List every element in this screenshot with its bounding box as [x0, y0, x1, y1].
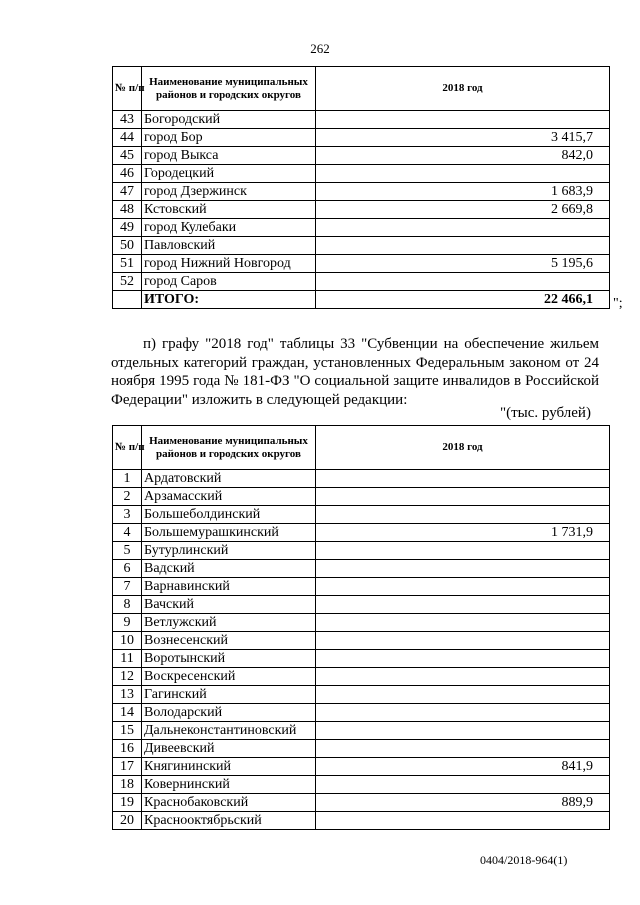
table-row — [113, 129, 610, 147]
row-value — [316, 578, 610, 596]
row-number: 50 — [113, 237, 142, 255]
row-name: Вадский — [142, 560, 316, 578]
row-name: Воротынский — [142, 650, 316, 668]
row-name: Краснооктябрьский — [142, 812, 316, 830]
row-name: город Кулебаки — [142, 219, 316, 237]
row-number: 16 — [113, 740, 142, 758]
row-name: Дивеевский — [142, 740, 316, 758]
row-number: 45 — [113, 147, 142, 165]
table-row — [113, 147, 610, 165]
row-value — [316, 542, 610, 560]
total-value: 22 466,1 — [316, 291, 610, 309]
row-value — [316, 488, 610, 506]
header-num: № п/п — [113, 67, 142, 111]
subsidy-table-1 — [112, 66, 610, 309]
row-number: 18 — [113, 776, 142, 794]
row-value: 1 731,9 — [316, 524, 610, 542]
row-name: Арзамасский — [142, 488, 316, 506]
row-name: Княгининский — [142, 758, 316, 776]
row-name: Кстовский — [142, 201, 316, 219]
row-name: город Нижний Новгород — [142, 255, 316, 273]
row-number: 2 — [113, 488, 142, 506]
row-name: Ардатовский — [142, 470, 316, 488]
row-name: Воскресенский — [142, 668, 316, 686]
table-row — [113, 524, 610, 542]
row-value — [316, 614, 610, 632]
row-value — [316, 237, 610, 255]
row-number: 20 — [113, 812, 142, 830]
row-name: Бутурлинский — [142, 542, 316, 560]
table-row — [113, 560, 610, 578]
total-num-cell — [113, 291, 142, 309]
row-number: 46 — [113, 165, 142, 183]
row-number: 12 — [113, 668, 142, 686]
row-value — [316, 219, 610, 237]
page-number: 262 — [310, 41, 330, 56]
row-number: 49 — [113, 219, 142, 237]
table-row — [113, 111, 610, 129]
header-name: Наименование муниципальных районов и городских округов — [142, 426, 316, 470]
row-value: 1 683,9 — [316, 183, 610, 201]
table-row — [113, 201, 610, 219]
table-row — [113, 542, 610, 560]
row-name: Павловский — [142, 237, 316, 255]
closing-quote-mark: "; — [613, 296, 623, 311]
row-number: 7 — [113, 578, 142, 596]
table-row — [113, 794, 610, 812]
row-value — [316, 111, 610, 129]
row-name: Ковернинский — [142, 776, 316, 794]
row-number: 43 — [113, 111, 142, 129]
table-row — [113, 614, 610, 632]
table-row — [113, 506, 610, 524]
row-name: Гагинский — [142, 686, 316, 704]
table-row — [113, 632, 610, 650]
row-number: 51 — [113, 255, 142, 273]
document-code: 0404/2018-964(1) — [480, 853, 568, 867]
table-row — [113, 255, 610, 273]
row-name: Володарский — [142, 704, 316, 722]
row-value — [316, 740, 610, 758]
row-name: город Дзержинск — [142, 183, 316, 201]
row-value — [316, 650, 610, 668]
table-row — [113, 686, 610, 704]
row-name: город Выкса — [142, 147, 316, 165]
row-number: 47 — [113, 183, 142, 201]
row-name: Большеболдинский — [142, 506, 316, 524]
header-year: 2018 год — [316, 426, 610, 470]
header-year: 2018 год — [316, 67, 610, 111]
table-row — [113, 776, 610, 794]
row-name: Краснобаковский — [142, 794, 316, 812]
row-value — [316, 506, 610, 524]
row-number: 19 — [113, 794, 142, 812]
subsidy-table-2 — [112, 425, 610, 830]
row-number: 9 — [113, 614, 142, 632]
table-row — [113, 273, 610, 291]
table-row — [113, 237, 610, 255]
table-row — [113, 758, 610, 776]
table-row — [113, 219, 610, 237]
row-value — [316, 722, 610, 740]
row-value: 2 669,8 — [316, 201, 610, 219]
row-number: 10 — [113, 632, 142, 650]
row-number: 6 — [113, 560, 142, 578]
row-value: 842,0 — [316, 147, 610, 165]
row-number: 5 — [113, 542, 142, 560]
total-row — [113, 291, 610, 309]
row-value — [316, 273, 610, 291]
row-name: Вознесенский — [142, 632, 316, 650]
row-value — [316, 165, 610, 183]
row-name: город Саров — [142, 273, 316, 291]
row-value: 841,9 — [316, 758, 610, 776]
row-number: 3 — [113, 506, 142, 524]
row-number: 48 — [113, 201, 142, 219]
row-number: 4 — [113, 524, 142, 542]
table-header-row — [113, 426, 610, 470]
row-value — [316, 470, 610, 488]
total-label: ИТОГО: — [142, 291, 316, 309]
table-row — [113, 165, 610, 183]
header-name: Наименование муниципальных районов и городских округов — [142, 67, 316, 111]
amendment-paragraph: п) графу "2018 год" таблицы 33 "Субвенции на обеспечение жильем отдельных категорий граждан, установленных Федеральным законом от 24 ноября 1995 года № 181-ФЗ "О социальной защите инвалидов в Российской Федерации" изложить в следующей редакции: — [111, 336, 599, 408]
table-row — [113, 812, 610, 830]
row-number: 15 — [113, 722, 142, 740]
row-name: Вачский — [142, 596, 316, 614]
table-row — [113, 578, 610, 596]
row-name: Варнавинский — [142, 578, 316, 596]
row-value — [316, 686, 610, 704]
row-number: 14 — [113, 704, 142, 722]
row-number: 17 — [113, 758, 142, 776]
row-number: 1 — [113, 470, 142, 488]
row-value — [316, 632, 610, 650]
table-row — [113, 650, 610, 668]
row-number: 8 — [113, 596, 142, 614]
row-value: 889,9 — [316, 794, 610, 812]
row-name: город Бор — [142, 129, 316, 147]
table-row — [113, 470, 610, 488]
row-number: 11 — [113, 650, 142, 668]
row-number: 13 — [113, 686, 142, 704]
row-name: Ветлужский — [142, 614, 316, 632]
header-num: № п/п — [113, 426, 142, 470]
row-value — [316, 776, 610, 794]
row-value — [316, 812, 610, 830]
row-name: Дальнеконстантиновский — [142, 722, 316, 740]
row-name: Городецкий — [142, 165, 316, 183]
row-number: 44 — [113, 129, 142, 147]
row-value — [316, 596, 610, 614]
table-row — [113, 740, 610, 758]
row-number: 52 — [113, 273, 142, 291]
table-row — [113, 596, 610, 614]
table-header-row — [113, 67, 610, 111]
units-label: "(тыс. рублей) — [500, 405, 591, 421]
table-row — [113, 704, 610, 722]
row-value — [316, 560, 610, 578]
row-name: Богородский — [142, 111, 316, 129]
table-row — [113, 183, 610, 201]
row-name: Большемурашкинский — [142, 524, 316, 542]
table-row — [113, 668, 610, 686]
row-value — [316, 704, 610, 722]
row-value — [316, 668, 610, 686]
table-row — [113, 488, 610, 506]
row-value: 5 195,6 — [316, 255, 610, 273]
table-row — [113, 722, 610, 740]
row-value: 3 415,7 — [316, 129, 610, 147]
